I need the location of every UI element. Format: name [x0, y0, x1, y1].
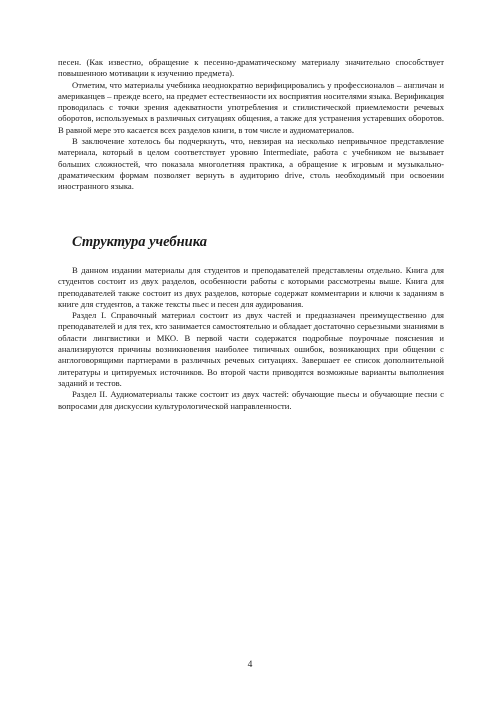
intro-text-block — [58, 57, 444, 193]
page-number: 4 — [247, 660, 253, 670]
section-text-block — [58, 265, 444, 412]
section-paragraph-3: Раздел II. Аудиоматериалы также состоит из двух частей: обучающие пьесы и обучающие песни с вопросами для дискуссии культурологической направленности. — [58, 389, 444, 411]
intro-paragraph-2: Отметим, что материалы учебника неоднократно верифицировались у профессионалов – англичан и американцев – прежде всего, на предмет естественности их восприятия носителями языка. Верификация проводилась с точки зрения адекватности употребления и стилистической приемлемости речевых оборотов, используемых в различных ситуациях общения, а также для устранения устаревших оборотов. В равной мере это касается всех разделов книги, в том числе и аудиоматериалов. — [58, 79, 444, 135]
intro-paragraph-3: В заключение хотелось бы подчеркнуть, что, невзирая на несколько непривычное представление материала, который в целом соответствует уровню Intermediate, работа с учебником не вызывает больших сложностей, что показала многолетняя практика, а обращение к игровым и музыкально-драматическим формам позволяет вернуть в аудиторию drive, столь необходимый при освоении иностранного языка. — [58, 136, 444, 192]
section-paragraph-2: Раздел I. Справочный материал состоит из двух частей и предназначен преимущественно для преподавателей и для тех, кто занимается самостоятельно и обладает достаточно серьезными знаниями в области лингвистики и МКО. В первой части содержатся подробные поурочные пояснения и анализируются причины возникновения наиболее типичных ошибок, возникающих при общении с англоговорящими партнерами в различных речевых ситуациях. Завершает ее список дополнительной литературы и цитируемых источников. Во второй части приводятся возможные варианты выполнения заданий и тестов. — [58, 310, 444, 388]
intro-paragraph-1: песен. (Как известно, обращение к песенно-драматическому материалу значительно способствует повышенною мотивации к изучению предмета). — [58, 57, 444, 79]
section-paragraph-1: В данном издании материалы для студентов и преподавателей представлены отдельно. Книга для студентов состоит из двух разделов, особенности работы с которыми рассмотрены выше. Книга для преподавателей также состоит из двух разделов, которые содержат комментарии и ключи к заданиям в книге для студентов, а также тексты пьес и песен для аудирования. — [58, 265, 444, 309]
section-heading: Структура учебника — [72, 234, 207, 250]
